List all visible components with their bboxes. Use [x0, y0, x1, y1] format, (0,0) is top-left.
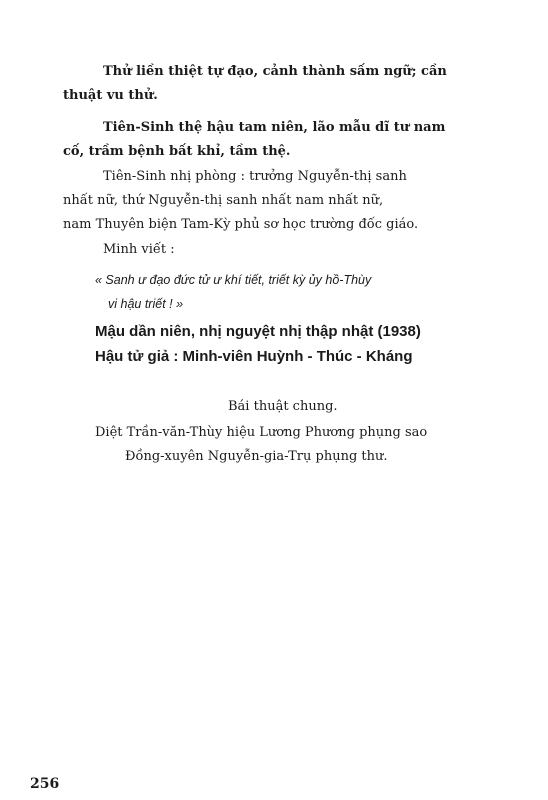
body-line-2: thuật vu thử. [63, 88, 158, 103]
author-line: Hậu tử giả : Minh-viên Huỳnh - Thúc - Kháng [95, 348, 413, 365]
body-line-7: nam Thuyên biện Tam-Kỳ phủ sơ học trường đốc giáo. [63, 217, 419, 232]
closing-line: Bái thuật chung. [228, 399, 338, 414]
page-number: 256 [30, 776, 60, 792]
inscription-line-2: vi hậu triết ! » [108, 297, 184, 311]
body-line-6: nhất nữ, thứ Nguyễn-thị sanh nhất nam nhất nữ, [63, 193, 384, 208]
inscription-line-1: « Sanh ư đạo đức tử ư khí tiết, triết kỳ ủy hồ-Thùy [95, 273, 372, 287]
body-line-3: Tiên-Sinh thệ hậu tam niên, lão mẫu dĩ tư nam [103, 120, 446, 135]
body-line-1: Thử liền thiệt tự đạo, cảnh thành sấm ngữ; cần [103, 64, 447, 79]
date-line: Mậu dần niên, nhị nguyệt nhị thập nhật (1938) [95, 323, 421, 340]
body-line-5: Tiên-Sinh nhị phòng : trưởng Nguyễn-thị sanh [103, 169, 407, 184]
scribe-line: Đồng-xuyên Nguyễn-gia-Trụ phụng thư. [125, 449, 388, 464]
copyist-line: Diệt Trần-văn-Thùy hiệu Lương Phương phụng sao [95, 425, 428, 440]
inscription-heading: Minh viết : [103, 242, 175, 257]
body-line-4: cố, trầm bệnh bất khỉ, tầm thệ. [63, 144, 291, 159]
